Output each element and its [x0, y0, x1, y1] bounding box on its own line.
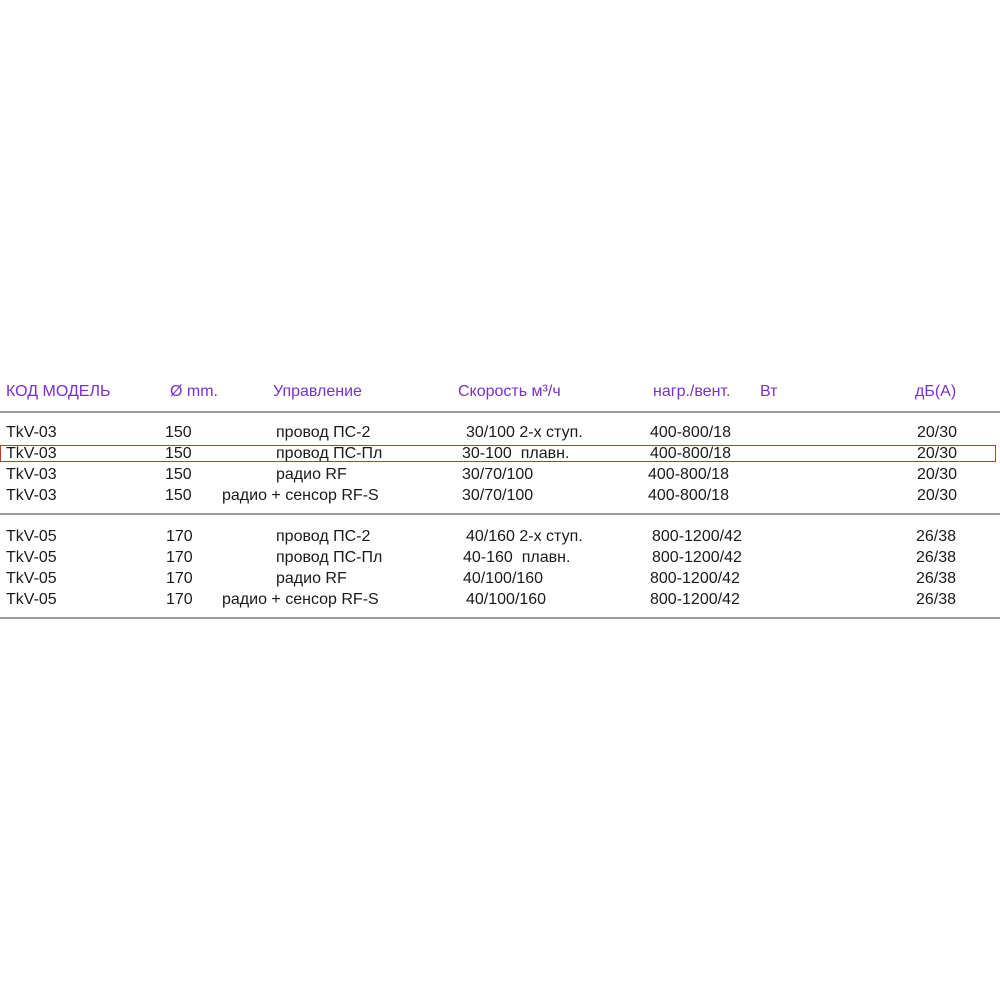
header-power: нагр./вент.: [653, 383, 731, 400]
cell-control: радио RF: [276, 466, 347, 483]
cell-model: TkV-03: [6, 466, 57, 483]
header-noise: дБ(А): [915, 383, 957, 400]
cell-model: TkV-05: [6, 591, 57, 608]
cell-noise: 26/38: [916, 549, 957, 566]
cell-diameter: 150: [165, 424, 192, 441]
cell-control: радио + сенсор RF-S: [222, 591, 379, 608]
cell-model: TkV-05: [6, 570, 57, 587]
header-divider: [0, 411, 1000, 413]
header-power-unit: Вт: [760, 383, 778, 400]
cell-model: TkV-03: [6, 424, 57, 441]
table-bottom-rule: [0, 617, 1000, 619]
cell-diameter: 150: [165, 487, 192, 504]
cell-noise: 20/30: [917, 487, 958, 504]
cell-model: TkV-03: [6, 487, 57, 504]
cell-diameter: 150: [165, 466, 192, 483]
cell-power: 800-1200/42: [650, 591, 740, 608]
cell-noise: 20/30: [917, 445, 958, 462]
cell-speed: 30-100 плавн.: [462, 445, 570, 462]
cell-speed: 30/100 2-х ступ.: [466, 424, 583, 441]
cell-control: провод ПС-Пл: [276, 549, 383, 566]
cell-model: TkV-05: [6, 528, 57, 545]
cell-model: TkV-05: [6, 549, 57, 566]
cell-noise: 26/38: [916, 591, 957, 608]
cell-speed: 40/160 2-х ступ.: [466, 528, 583, 545]
cell-power: 400-800/18: [650, 424, 731, 441]
cell-power: 400-800/18: [650, 445, 731, 462]
cell-diameter: 170: [166, 570, 193, 587]
cell-power: 400-800/18: [648, 487, 729, 504]
cell-noise: 26/38: [916, 570, 957, 587]
cell-power: 400-800/18: [648, 466, 729, 483]
header-speed: Скорость м³/ч: [458, 383, 561, 400]
cell-speed: 40/100/160: [466, 591, 547, 608]
cell-power: 800-1200/42: [652, 528, 742, 545]
cell-speed: 30/70/100: [462, 466, 534, 483]
cell-power: 800-1200/42: [650, 570, 740, 587]
cell-control: радио + сенсор RF-S: [222, 487, 379, 504]
cell-noise: 26/38: [916, 528, 957, 545]
cell-power: 800-1200/42: [652, 549, 742, 566]
cell-speed: 40/100/160: [463, 570, 544, 587]
cell-diameter: 170: [166, 549, 193, 566]
cell-control: провод ПС-Пл: [276, 445, 383, 462]
header-model: КОД МОДЕЛЬ: [6, 383, 111, 400]
cell-noise: 20/30: [917, 424, 958, 441]
cell-speed: 30/70/100: [462, 487, 534, 504]
header-diameter: Ø mm.: [170, 383, 218, 400]
cell-control: провод ПС-2: [276, 528, 371, 545]
group-divider: [0, 513, 1000, 515]
header-control: Управление: [273, 383, 362, 400]
cell-speed: 40-160 плавн.: [463, 549, 571, 566]
cell-diameter: 150: [165, 445, 192, 462]
cell-noise: 20/30: [917, 466, 958, 483]
cell-diameter: 170: [166, 528, 193, 545]
cell-control: радио RF: [276, 570, 347, 587]
cell-diameter: 170: [166, 591, 193, 608]
cell-control: провод ПС-2: [276, 424, 371, 441]
cell-model: TkV-03: [6, 445, 57, 462]
